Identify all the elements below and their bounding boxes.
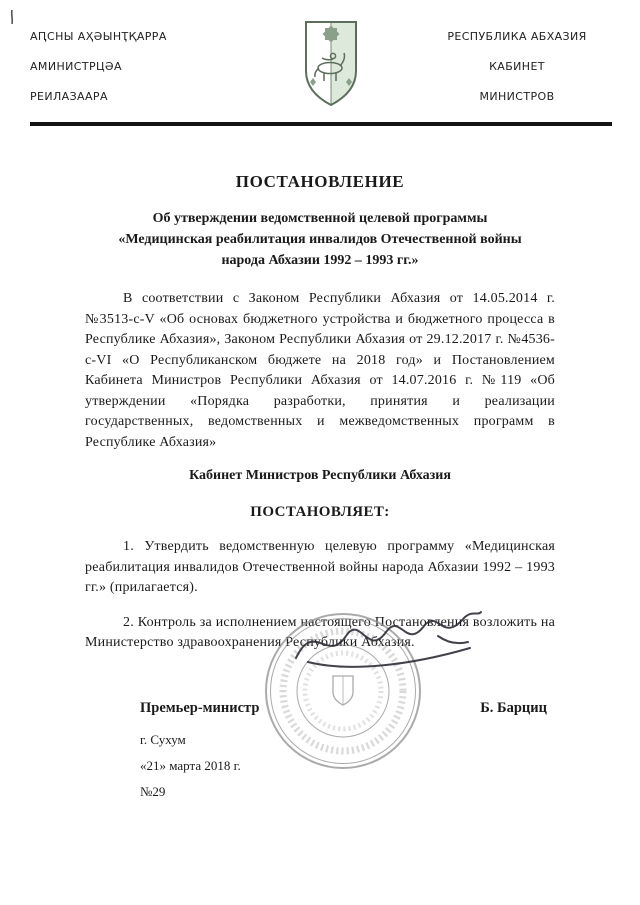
org-line-ru-1: РЕСПУБЛИКА АБХАЗИЯ xyxy=(447,30,587,43)
issuing-authority: Кабинет Министров Республики Абхазия xyxy=(189,468,451,483)
letterhead-russian xyxy=(422,16,612,112)
resolves-heading: ПОСТАНОВЛЯЕТ: xyxy=(250,504,390,520)
document-body xyxy=(0,172,640,805)
signature-row xyxy=(85,700,555,717)
abkhazia-coat-of-arms-icon xyxy=(300,18,362,110)
issue-city: г. Сухум xyxy=(140,731,186,747)
org-line-ru-2: КАБИНЕТ xyxy=(489,60,545,73)
letterhead-abkhaz xyxy=(30,16,240,112)
issue-number: №29 xyxy=(140,783,166,799)
document-subtitle: Об утверждении ведомственной целевой программы «Медицинская реабилитация инвалидов Отечественной войны народа Абхазии 1992 – 1993 гг.» xyxy=(118,211,522,268)
preamble-paragraph: В соответствии с Законом Республики Абхазия от 14.05.2014 г. №3513-с-V «Об основах бюджетного устройства и бюджетного процесса в Республике Абхазия», Законом Республики Абхазия от 29.12.2017 г. №4536-с-VI «О Республиканском бюджете на 2018 год» и Постановлением Кабинета Министров Республики Абхазия от 14.07.2016 г. №119 «Об утверждении «Порядка разработки, принятия и реализации государственных, ведомственных и межведомственных программ в Республике Абхазия» xyxy=(85,291,555,450)
org-line-abkhaz-3: РЕИЛАЗААРА xyxy=(30,90,108,103)
issue-details xyxy=(85,727,555,805)
org-line-ru-3: МИНИСТРОВ xyxy=(479,90,555,103)
org-line-abkhaz-1: АԤСНЫ АҲӘЫНҬҚАРРА xyxy=(30,30,167,43)
issue-date: «21» марта 2018 г. xyxy=(140,757,241,773)
header-rule xyxy=(30,122,612,126)
document-title: ПОСТАНОВЛЕНИЕ xyxy=(235,172,405,191)
signer-post: Премьер-министр xyxy=(140,699,260,716)
decree-item-1: 1. Утвердить ведомственную целевую программу «Медицинская реабилитация инвалидов Отечественной войны народа Абхазии 1992 – 1993 гг.» (прилагается). xyxy=(85,539,555,595)
signer-name: Б. Барциц xyxy=(480,699,547,716)
decree-item-2: 2. Контроль за исполнением настоящего Постановления возложить на Министерство здравоохранения Республики Абхазия. xyxy=(85,614,555,650)
org-line-abkhaz-2: АМИНИСТРЦӘА xyxy=(30,60,122,73)
pen-mark-icon xyxy=(6,8,20,26)
letterhead xyxy=(0,0,640,112)
